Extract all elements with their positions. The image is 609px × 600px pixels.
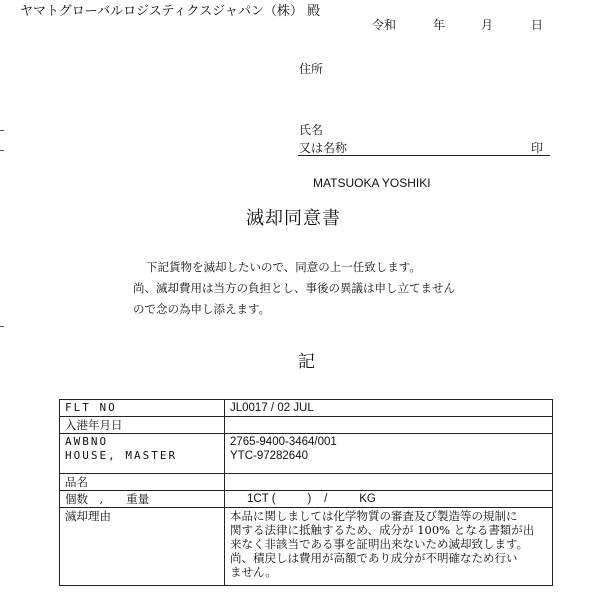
table-row [60,417,553,434]
flt-value: JL0017 / 02 JUL [225,400,553,417]
signature-line [298,155,550,156]
table-row [60,400,553,417]
margin-mark [0,130,4,131]
body-line: 尚、滅却費用は当方の負担とし、事後の異議は申し立てません [133,281,455,295]
name-or-company-label: 又は名称 [299,141,348,155]
item-name-label: 品名 [60,474,225,491]
reason-line: ません。 [230,565,277,579]
body-line: ので念の為申し添えます。 [133,302,271,316]
reason-line: 関する法律に抵触するため、成分が 100% となる書類が出 [230,523,535,537]
seal-label: 印 [531,141,544,155]
house-value: YTC-97282640 [230,450,308,462]
arrival-date-value [225,417,553,434]
document-title: 滅却同意書 [246,208,341,229]
addressee: ヤマトグローバルロジスティクスジャパン（株） 殿 [20,4,321,19]
address-label: 住所 [299,62,324,76]
margin-mark [0,150,4,151]
name-label: 氏名 [299,123,324,137]
disposal-reason-cell [225,508,553,586]
cargo-details-table [59,399,553,586]
table-row [60,474,553,491]
date-era: 令和 [372,18,397,32]
date-month-label: 月 [481,18,494,32]
reason-line: 本品に関しましては化学物質の審査及び製造等の規制に [230,509,518,523]
ki-heading: 記 [298,352,315,372]
date-year-label: 年 [433,18,446,32]
date-day-label: 日 [531,18,544,32]
table-row [60,508,553,586]
table-row [60,434,553,474]
awb-label-cell [60,434,225,474]
applicant-name: MATSUOKA YOSHIKI [313,176,431,190]
arrival-date-label: 入港年月日 [60,417,225,434]
awb-value: 2765-9400-3464/001 [230,436,337,448]
reason-line: 尚、積戻しは費用が高額であり成分が不明確なため行い [230,551,518,565]
margin-mark [0,326,4,327]
reason-line: 来なく非該当である事を証明出来ないため滅却致します。 [230,537,529,551]
disposal-reason-label: 滅却理由 [60,508,225,586]
count-weight-label: 個数 , 重量 [60,491,225,508]
awb-value-cell [225,434,553,474]
item-name-value [225,474,553,491]
count-weight-value: 1CT ( ) / KG [225,491,553,508]
house-master-label: HOUSE, MASTER [65,449,178,462]
table-row [60,491,553,508]
body-line: 下記貨物を滅却したいので、同意の上一任致します。 [146,260,421,274]
awb-label: AWBNO [65,435,109,448]
flt-label: FLT NO [60,400,225,417]
